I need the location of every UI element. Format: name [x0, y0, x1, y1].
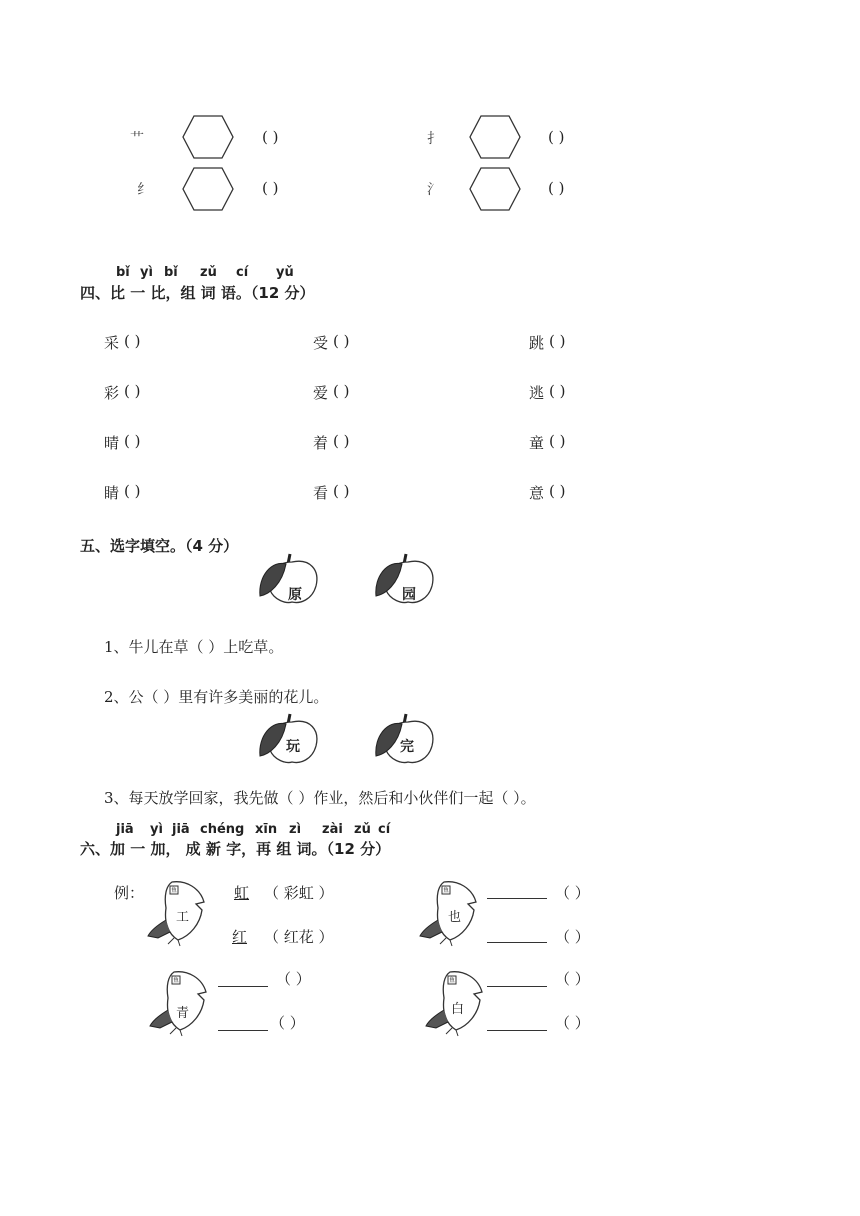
- char-label: 着: [313, 434, 329, 452]
- apple-char: 完: [400, 739, 414, 755]
- pinyin: cí: [378, 822, 391, 837]
- fish-tag: 鱼: [449, 977, 456, 984]
- apple-char: 玩: [286, 739, 300, 755]
- question-1[interactable]: 1、牛儿在草（ ）上吃草。: [104, 638, 284, 656]
- pinyin: yǔ: [276, 265, 294, 280]
- hexagon-answer-box[interactable]: [182, 167, 234, 211]
- char-label: 看: [313, 484, 329, 502]
- pinyin: cí: [236, 265, 249, 280]
- apple-choice[interactable]: [256, 550, 320, 606]
- pinyin: chéng: [200, 822, 245, 837]
- apple-choice[interactable]: [372, 710, 436, 766]
- answer-paren[interactable]: （ ）: [555, 928, 590, 946]
- answer-paren[interactable]: ( ): [124, 482, 141, 500]
- example-word: 虹: [234, 884, 250, 902]
- answer-paren[interactable]: ( ): [124, 432, 141, 450]
- answer-paren[interactable]: （ ）: [270, 1014, 305, 1032]
- answer-paren[interactable]: （ ）: [276, 970, 311, 988]
- char-label: 爱: [313, 384, 329, 402]
- example-word: 红: [232, 928, 248, 946]
- answer-paren[interactable]: ( ): [549, 332, 566, 350]
- answer-paren[interactable]: （ ）: [555, 884, 590, 902]
- fish-char: 也: [448, 910, 462, 925]
- answer-paren[interactable]: ( ): [549, 482, 566, 500]
- answer-line[interactable]: [487, 880, 547, 899]
- section-title: 六、加 一 加， 成 新 字，再 组 词。（12 分）: [80, 840, 391, 858]
- radical-si: 纟: [137, 182, 151, 198]
- pinyin: jiā: [172, 822, 190, 837]
- hexagon-answer-box[interactable]: [182, 115, 234, 159]
- section-title: 四、比 一 比，组 词 语。（12 分）: [80, 284, 315, 302]
- pinyin: bǐ: [164, 265, 178, 280]
- example-paren: （ 彩虹 ）: [264, 884, 334, 902]
- answer-paren[interactable]: ( ): [124, 382, 141, 400]
- answer-paren[interactable]: ( ): [333, 432, 350, 450]
- pinyin: jiā: [116, 822, 134, 837]
- pinyin: zǔ: [200, 265, 217, 280]
- apple-choice[interactable]: [372, 550, 436, 606]
- pinyin: zì: [289, 822, 302, 837]
- pinyin: yì: [150, 822, 163, 837]
- pinyin: zǔ: [354, 822, 371, 837]
- fish-char: 白: [451, 1002, 465, 1017]
- pinyin: zài: [322, 822, 343, 837]
- answer-line[interactable]: [487, 968, 547, 987]
- answer-paren[interactable]: ( ): [333, 332, 350, 350]
- char-label: 晴: [104, 434, 120, 452]
- answer-paren[interactable]: （ ）: [555, 1014, 590, 1032]
- answer-paren[interactable]: ( ): [262, 179, 279, 197]
- answer-line[interactable]: [487, 1012, 547, 1031]
- radical-shui: 氵: [427, 182, 441, 198]
- char-label: 逃: [529, 384, 545, 402]
- pinyin: bǐ: [116, 265, 130, 280]
- apple-char: 园: [402, 587, 416, 603]
- answer-paren[interactable]: ( ): [549, 382, 566, 400]
- fish-char: 工: [176, 910, 190, 925]
- answer-paren[interactable]: （ ）: [555, 970, 590, 988]
- answer-paren[interactable]: ( ): [333, 382, 350, 400]
- apple-choice[interactable]: [256, 710, 320, 766]
- answer-paren[interactable]: ( ): [333, 482, 350, 500]
- question-3[interactable]: 3、每天放学回家，我先做（ ）作业，然后和小伙伴们一起（ ）。: [104, 789, 536, 807]
- char-label: 童: [529, 434, 545, 452]
- fish-char: 青: [176, 1006, 190, 1021]
- answer-paren[interactable]: ( ): [548, 128, 565, 146]
- answer-line[interactable]: [487, 924, 547, 943]
- answer-paren[interactable]: ( ): [262, 128, 279, 146]
- char-label: 采: [104, 334, 120, 352]
- answer-line[interactable]: [218, 968, 268, 987]
- radical-shou: 扌: [427, 131, 441, 147]
- char-label: 彩: [104, 384, 120, 402]
- char-label: 跳: [529, 334, 545, 352]
- char-label: 受: [313, 334, 329, 352]
- radical-cao: 艹: [130, 131, 144, 147]
- apple-char: 原: [288, 587, 302, 603]
- char-label: 睛: [104, 484, 120, 502]
- fish-tag: 鱼: [171, 887, 178, 894]
- answer-paren[interactable]: ( ): [548, 179, 565, 197]
- fish-character: [424, 968, 488, 1038]
- example-paren: （ 红花 ）: [264, 928, 334, 946]
- char-label: 意: [529, 484, 545, 502]
- fish-character: [418, 878, 482, 948]
- pinyin: xīn: [255, 822, 278, 837]
- example-label: 例：: [114, 884, 145, 902]
- section-title: 五、选字填空。（4 分）: [80, 537, 239, 555]
- hexagon-answer-box[interactable]: [469, 167, 521, 211]
- question-2[interactable]: 2、公（ ）里有许多美丽的花儿。: [104, 688, 329, 706]
- answer-line[interactable]: [218, 1012, 268, 1031]
- pinyin: yì: [140, 265, 153, 280]
- fish-character: [146, 878, 210, 948]
- answer-paren[interactable]: ( ): [549, 432, 566, 450]
- fish-tag: 鱼: [173, 977, 180, 984]
- hexagon-answer-box[interactable]: [469, 115, 521, 159]
- fish-tag: 鱼: [443, 887, 450, 894]
- answer-paren[interactable]: ( ): [124, 332, 141, 350]
- fish-character: [148, 968, 212, 1038]
